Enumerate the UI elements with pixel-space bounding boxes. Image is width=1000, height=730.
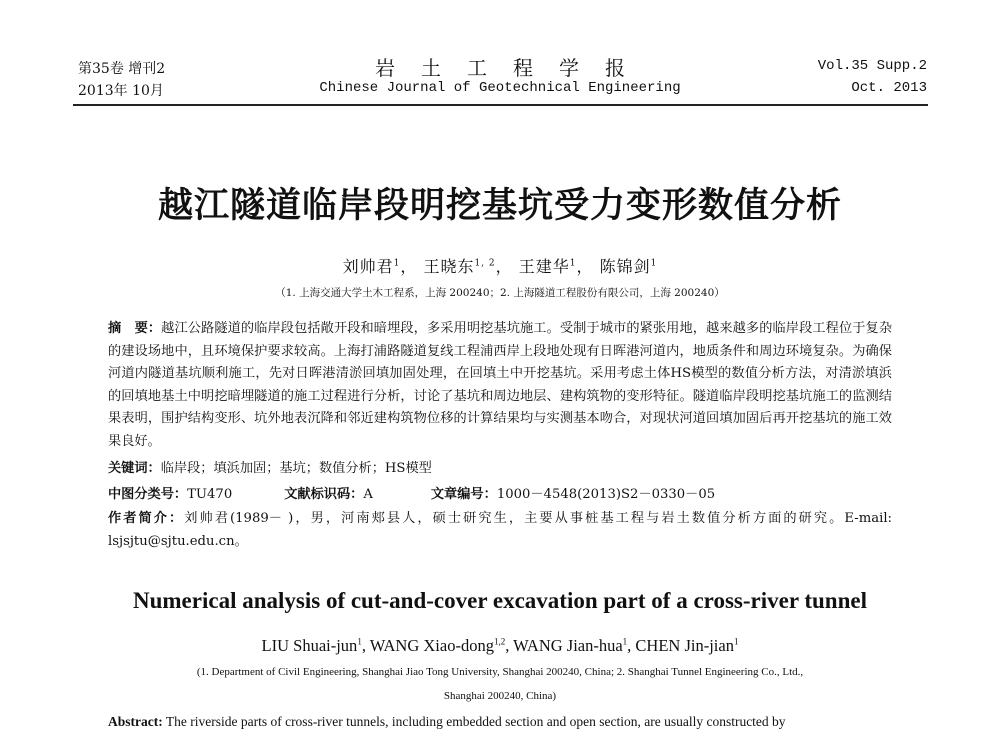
doc-code-value: A — [363, 487, 373, 502]
abstract-label-en: Abstract: — [108, 714, 163, 729]
journal-title-en: Chinese Journal of Geotechnical Engineering — [319, 80, 681, 96]
author-intro-text: 刘帅君(1989－ )，男，河南郏县人，硕士研究生，主要从事桩基工程与岩土数值分析方面的研究。E-mail: lsjsjtu@sjtu.edu.cn。 — [108, 511, 892, 549]
classification-line — [108, 484, 892, 507]
paper-title-en: Numerical analysis of cut-and-cover excavation part of a cross-river tunnel — [133, 588, 867, 613]
header-rule — [73, 104, 928, 106]
article-no-label: 文章编号： — [430, 487, 497, 502]
keywords-label-cn: 关键词： — [108, 461, 161, 476]
clc-label: 中图分类号： — [108, 487, 188, 502]
author-list-en: LIU Shuai-jun$^1$, WANG Xiao-dong$^{1,2}$, WANG Jian-hua$^1$, CHEN Jin-jian$^1$ — [261, 636, 739, 655]
keywords-cn — [108, 458, 892, 481]
date-en: Oct. 2013 — [851, 80, 927, 96]
author-cn: 刘帅君$^1$ — [342, 257, 401, 276]
author-en: WANG Xiao-dong$^{1,2}$ — [369, 636, 506, 655]
affiliation-en-line2: Shanghai 200240, China) — [443, 690, 557, 702]
author-intro — [108, 508, 892, 553]
author-intro-label: 作者简介： — [108, 511, 185, 526]
author-en: CHEN Jin-jian$^1$ — [635, 636, 739, 655]
affiliation-en-line1: (1. Department of Civil Engineering, Shanghai Jiao Tong University, Shanghai 200240, China; 2. Shanghai Tunnel Engineering Co., Ltd., — [196, 666, 804, 678]
volume-issue-cn: 第35卷 增刊2 — [78, 61, 166, 77]
abstract-text-cn: 越江公路隧道的临岸段包括敞开段和暗埋段，多采用明挖基坑施工。受制于城市的紧张用地，越来越多的临岸段工程位于复杂的建设场地中，且环境保护要求较高。上海打浦路隧道复线工程浦西岸上段地处现有日晖港河道内，地质条件和周边环境复杂。为确保河道内隧道基坑顺利施工，先对日晖港清淤回填加固处理，在回填土中开挖基坑。采用考虑土体HS模型的数值分析方法，对清淤填浜的回填地基土中明挖暗埋隧道的施工过程进行分析，讨论了基坑和周边地层、建构筑物的变形特征。隧道临岸段明挖基坑施工的监测结果表明，围护结构变形、坑外地表沉降和邻近建构筑物位移的计算结果均与实测基本吻合，对现状河道回填加固后再开挖基坑的施工效果良好。 — [108, 321, 893, 449]
author-cn: 陈锦剑$^1$ — [599, 257, 658, 276]
article-no-value: 1000－4548(2013)S2－0330－05 — [496, 487, 716, 502]
volume-issue-en: Vol.35 Supp.2 — [817, 58, 927, 74]
clc-value: TU470 — [187, 487, 233, 502]
abstract-text-en: The riverside parts of cross-river tunnels, including embedded section and open section, are usually constructed by — [162, 714, 786, 729]
date-cn: 2013年 10月 — [78, 83, 164, 99]
abstract-cn — [108, 318, 892, 453]
keywords-text-cn: 临岸段；填浜加固；基坑；数值分析；HS模型 — [160, 461, 432, 476]
abstract-label-cn: 摘 要： — [108, 321, 162, 336]
author-en: LIU Shuai-jun$^1$ — [261, 636, 362, 655]
author-en: WANG Jian-hua$^1$ — [513, 636, 628, 655]
author-cn: 王晓东$^{1, 2}$ — [423, 257, 496, 276]
paper-title-cn: 越江隧道临岸段明挖基坑受力变形数值分析 — [157, 186, 842, 226]
author-cn: 王建华$^1$ — [518, 257, 577, 276]
affiliation-cn: （1. 上海交通大学土木工程系，上海 200240；2. 上海隧道工程股份有限公司，上海 200240） — [275, 287, 725, 299]
author-list-cn: 刘帅君$^1$， 王晓东$^{1, 2}$， 王建华$^1$， 陈锦剑$^1$ — [342, 257, 658, 276]
abstract-en — [108, 714, 898, 730]
doc-code-label: 文献标识码： — [284, 487, 364, 502]
journal-title-cn: 岩土工程学报 — [375, 56, 651, 80]
